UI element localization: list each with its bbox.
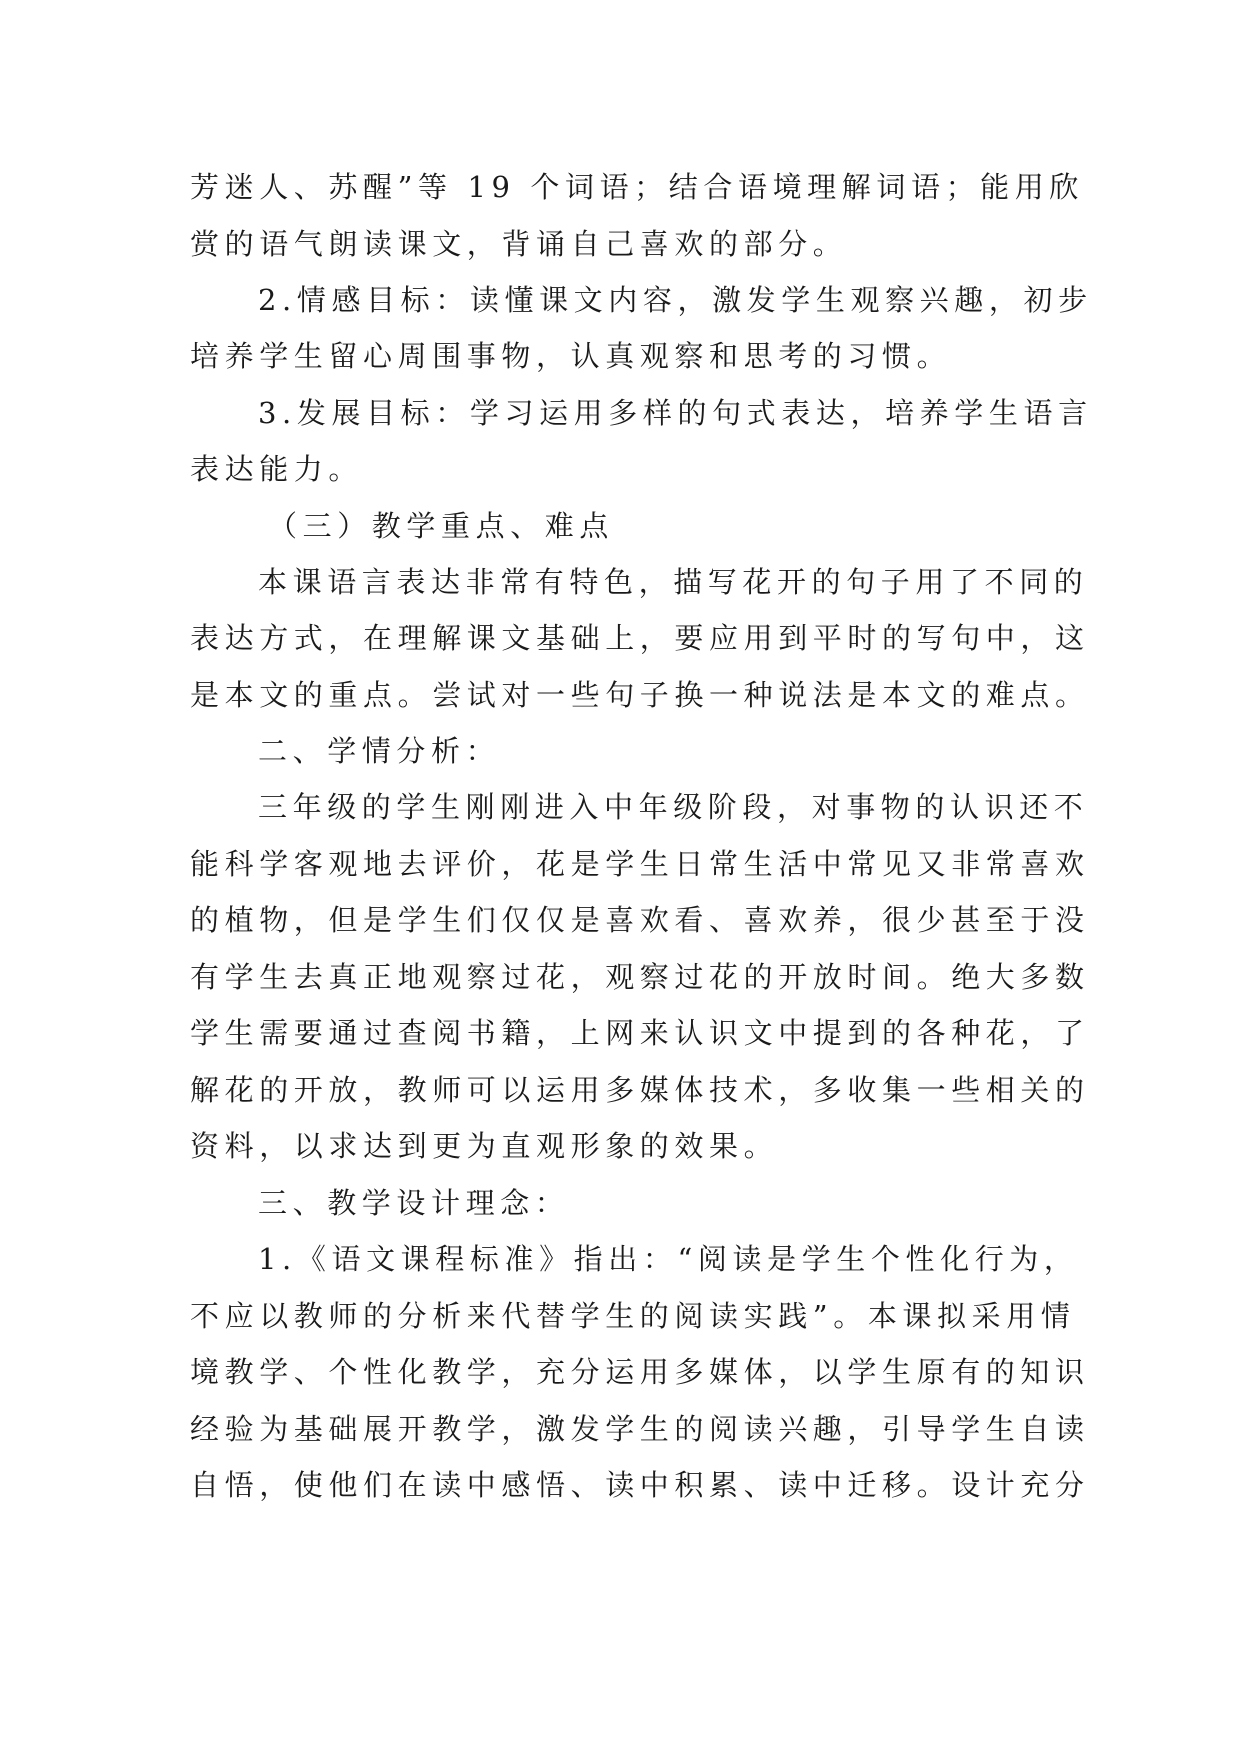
text-line: 三年级的学生刚刚进入中年级阶段，对事物的认识还不 xyxy=(258,790,1089,824)
text-line: 不应以教师的分析来代替学生的阅读实践”。本课拟采用情 xyxy=(190,1299,1076,1333)
text-line: 经验为基础展开教学，激发学生的阅读兴趣，引导学生自读 xyxy=(190,1412,1090,1446)
section-heading: 三、教学设计理念： xyxy=(258,1186,570,1220)
text-line: 解花的开放，教师可以运用多媒体技术，多收集一些相关的 xyxy=(190,1073,1090,1107)
text-line: 境教学、个性化教学，充分运用多媒体，以学生原有的知识 xyxy=(190,1355,1090,1389)
text-line: 自悟，使他们在读中感悟、读中积累、读中迁移。设计充分 xyxy=(190,1468,1090,1502)
text-line: 培养学生留心周围事物，认真观察和思考的习惯。 xyxy=(190,339,952,373)
text-line: 3.发展目标：学习运用多样的句式表达，培养学生语言 xyxy=(258,396,1093,430)
text-line: 学生需要通过查阅书籍，上网来认识文中提到的各种花，了 xyxy=(190,1016,1090,1050)
text-line: 1.《语文课程标准》指出：“阅读是学生个性化行为， xyxy=(258,1242,1079,1276)
text-line: 是本文的重点。尝试对一些句子换一种说法是本文的难点。 xyxy=(190,678,1090,712)
text-line: 表达方式，在理解课文基础上，要应用到平时的写句中，这 xyxy=(190,621,1090,655)
text-line: 2.情感目标：读懂课文内容，激发学生观察兴趣，初步 xyxy=(258,283,1093,317)
section-heading: （三）教学重点、难点 xyxy=(268,509,615,543)
text-line: 赏的语气朗读课文，背诵自己喜欢的部分。 xyxy=(190,227,848,261)
text-line: 表达能力。 xyxy=(190,452,364,486)
text-line: 本课语言表达非常有特色，描写花开的句子用了不同的 xyxy=(258,565,1089,599)
text-line: 有学生去真正地观察过花，观察过花的开放时间。绝大多数 xyxy=(190,960,1090,994)
text-line: 的植物，但是学生们仅仅是喜欢看、喜欢养，很少甚至于没 xyxy=(190,903,1090,937)
section-heading: 二、学情分析： xyxy=(258,734,501,768)
text-line: 芳迷人、苏醒”等 19 个词语；结合语境理解词语；能用欣 xyxy=(190,170,1084,204)
text-line: 资料，以求达到更为直观形象的效果。 xyxy=(190,1129,779,1163)
text-line: 能科学客观地去评价，花是学生日常生活中常见又非常喜欢 xyxy=(190,847,1090,881)
